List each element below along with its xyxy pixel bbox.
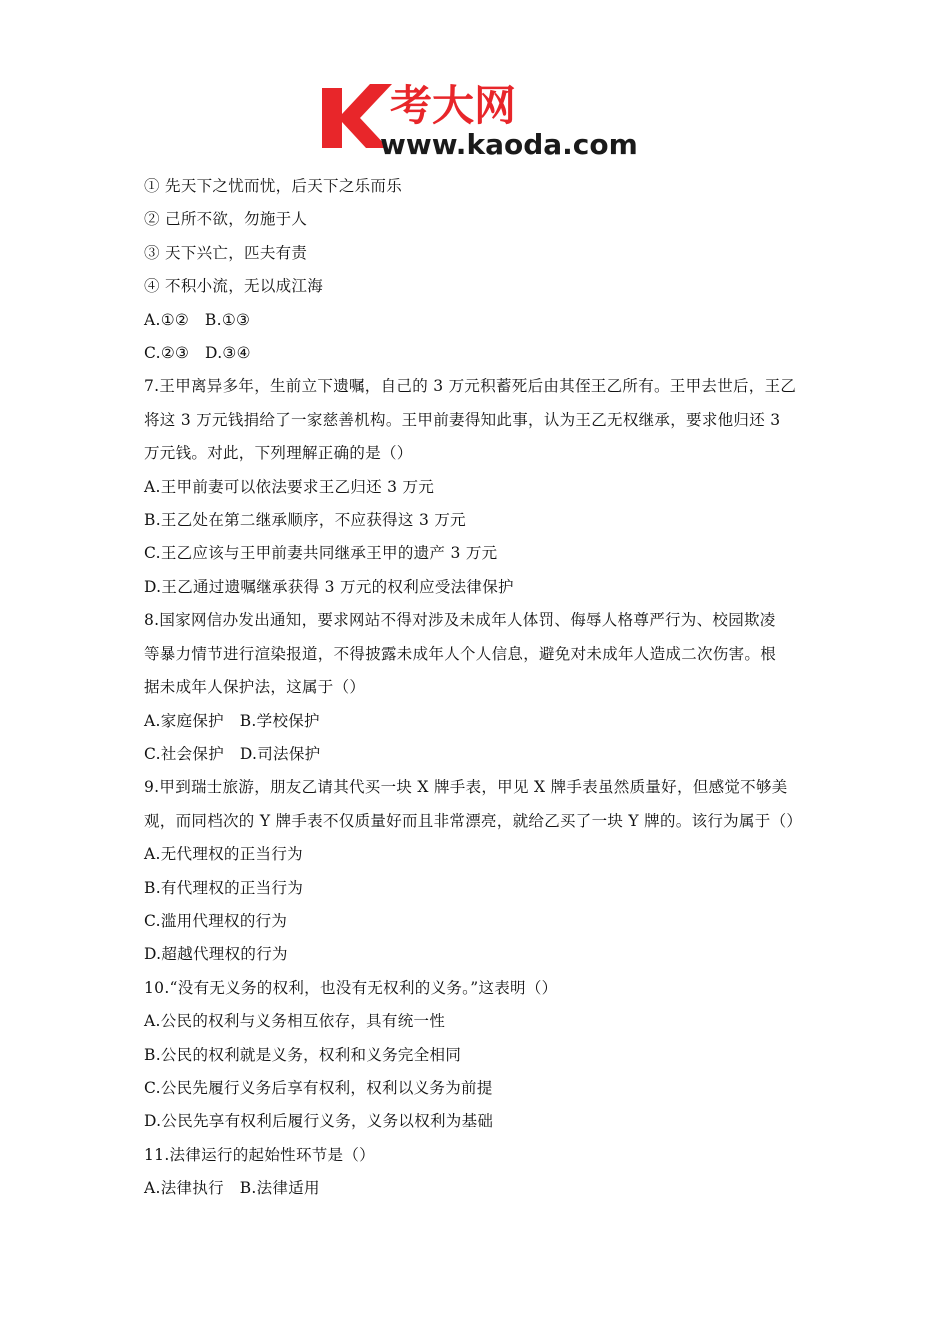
- question-7-line-3: 万元钱。对此，下列理解正确的是（）: [144, 444, 413, 463]
- question-11-options-ab: A.法律执行 B.法律适用: [144, 1179, 320, 1198]
- question-7-option-d: D.王乙通过遗嘱继承获得 3 万元的权利应受法律保护: [144, 577, 514, 596]
- question-7-line-2: 将这 3 万元钱捐给了一家慈善机构。王甲前妻得知此事，认为王乙无权继承，要求他归还 3: [144, 410, 781, 429]
- question-7-option-c: C.王乙应该与王甲前妻共同继承王甲的遗产 3 万元: [144, 544, 498, 563]
- document-body: [144, 170, 816, 1206]
- question-9-option-a: A.无代理权的正当行为: [144, 845, 303, 864]
- question-9-option-c: C.滥用代理权的行为: [144, 911, 288, 930]
- question-9-option-b: B.有代理权的正当行为: [144, 878, 304, 897]
- option-line-3: ③ 天下兴亡，匹夫有责: [144, 243, 308, 262]
- question-7-option-b: B.王乙处在第二继承顺序，不应获得这 3 万元: [144, 511, 466, 530]
- option-line-4: ④ 不积小流，无以成江海: [144, 277, 324, 296]
- answer-choices-ab: A.①② B.①③: [144, 310, 251, 329]
- question-8-options-cd: C.社会保护 D.司法保护: [144, 744, 321, 763]
- question-7-line-1: 7.王甲离异多年，生前立下遗嘱，自己的 3 万元积蓄死后由其侄王乙所有。王甲去世后，王乙: [144, 377, 797, 396]
- question-10-stem: 10.“没有无义务的权利，也没有无权利的义务。”这表明（）: [144, 978, 558, 997]
- question-8-line-3: 据未成年人保护法，这属于（）: [144, 678, 366, 697]
- question-10-option-d: D.公民先享有权利后履行义务，义务以权利为基础: [144, 1112, 494, 1131]
- question-10-option-c: C.公民先履行义务后享有权利，权利以义务为前提: [144, 1078, 493, 1097]
- kaoda-logo: [318, 74, 638, 160]
- question-10-option-b: B.公民的权利就是义务，权利和义务完全相同: [144, 1045, 462, 1064]
- option-line-2: ② 己所不欲，勿施于人: [144, 210, 308, 229]
- question-7-option-a: A.王甲前妻可以依法要求王乙归还 3 万元: [144, 477, 435, 496]
- question-8-options-ab: A.家庭保护 B.学校保护: [144, 711, 320, 730]
- question-8-line-2: 等暴力情节进行渲染报道，不得披露未成年人个人信息，避免对未成年人造成二次伤害。根: [144, 644, 777, 663]
- brand-url: www.kaoda.com: [380, 128, 638, 160]
- question-9-option-d: D.超越代理权的行为: [144, 945, 288, 964]
- question-8-line-1: 8.国家网信办发出通知，要求网站不得对涉及未成年人体罚、侮辱人格尊严行为、校园欺凌: [144, 611, 776, 630]
- brand-chinese: 考大网: [390, 81, 517, 130]
- option-line-1: ① 先天下之忧而忧，后天下之乐而乐: [144, 177, 403, 195]
- question-9-line-2: 观，而同档次的 Y 牌手表不仅质量好而且非常漂亮，就给乙买了一块 Y 牌的。该行为属于（）: [144, 811, 803, 830]
- question-9-line-1: 9.甲到瑞士旅游，朋友乙请其代买一块 X 牌手表，甲见 X 牌手表虽然质量好，但感觉不够美: [144, 778, 788, 797]
- question-10-option-a: A.公民的权利与义务相互依存，具有统一性: [144, 1012, 446, 1031]
- question-11-stem: 11.法律运行的起始性环节是（）: [144, 1145, 375, 1164]
- answer-choices-cd: C.②③ D.③④: [144, 344, 251, 363]
